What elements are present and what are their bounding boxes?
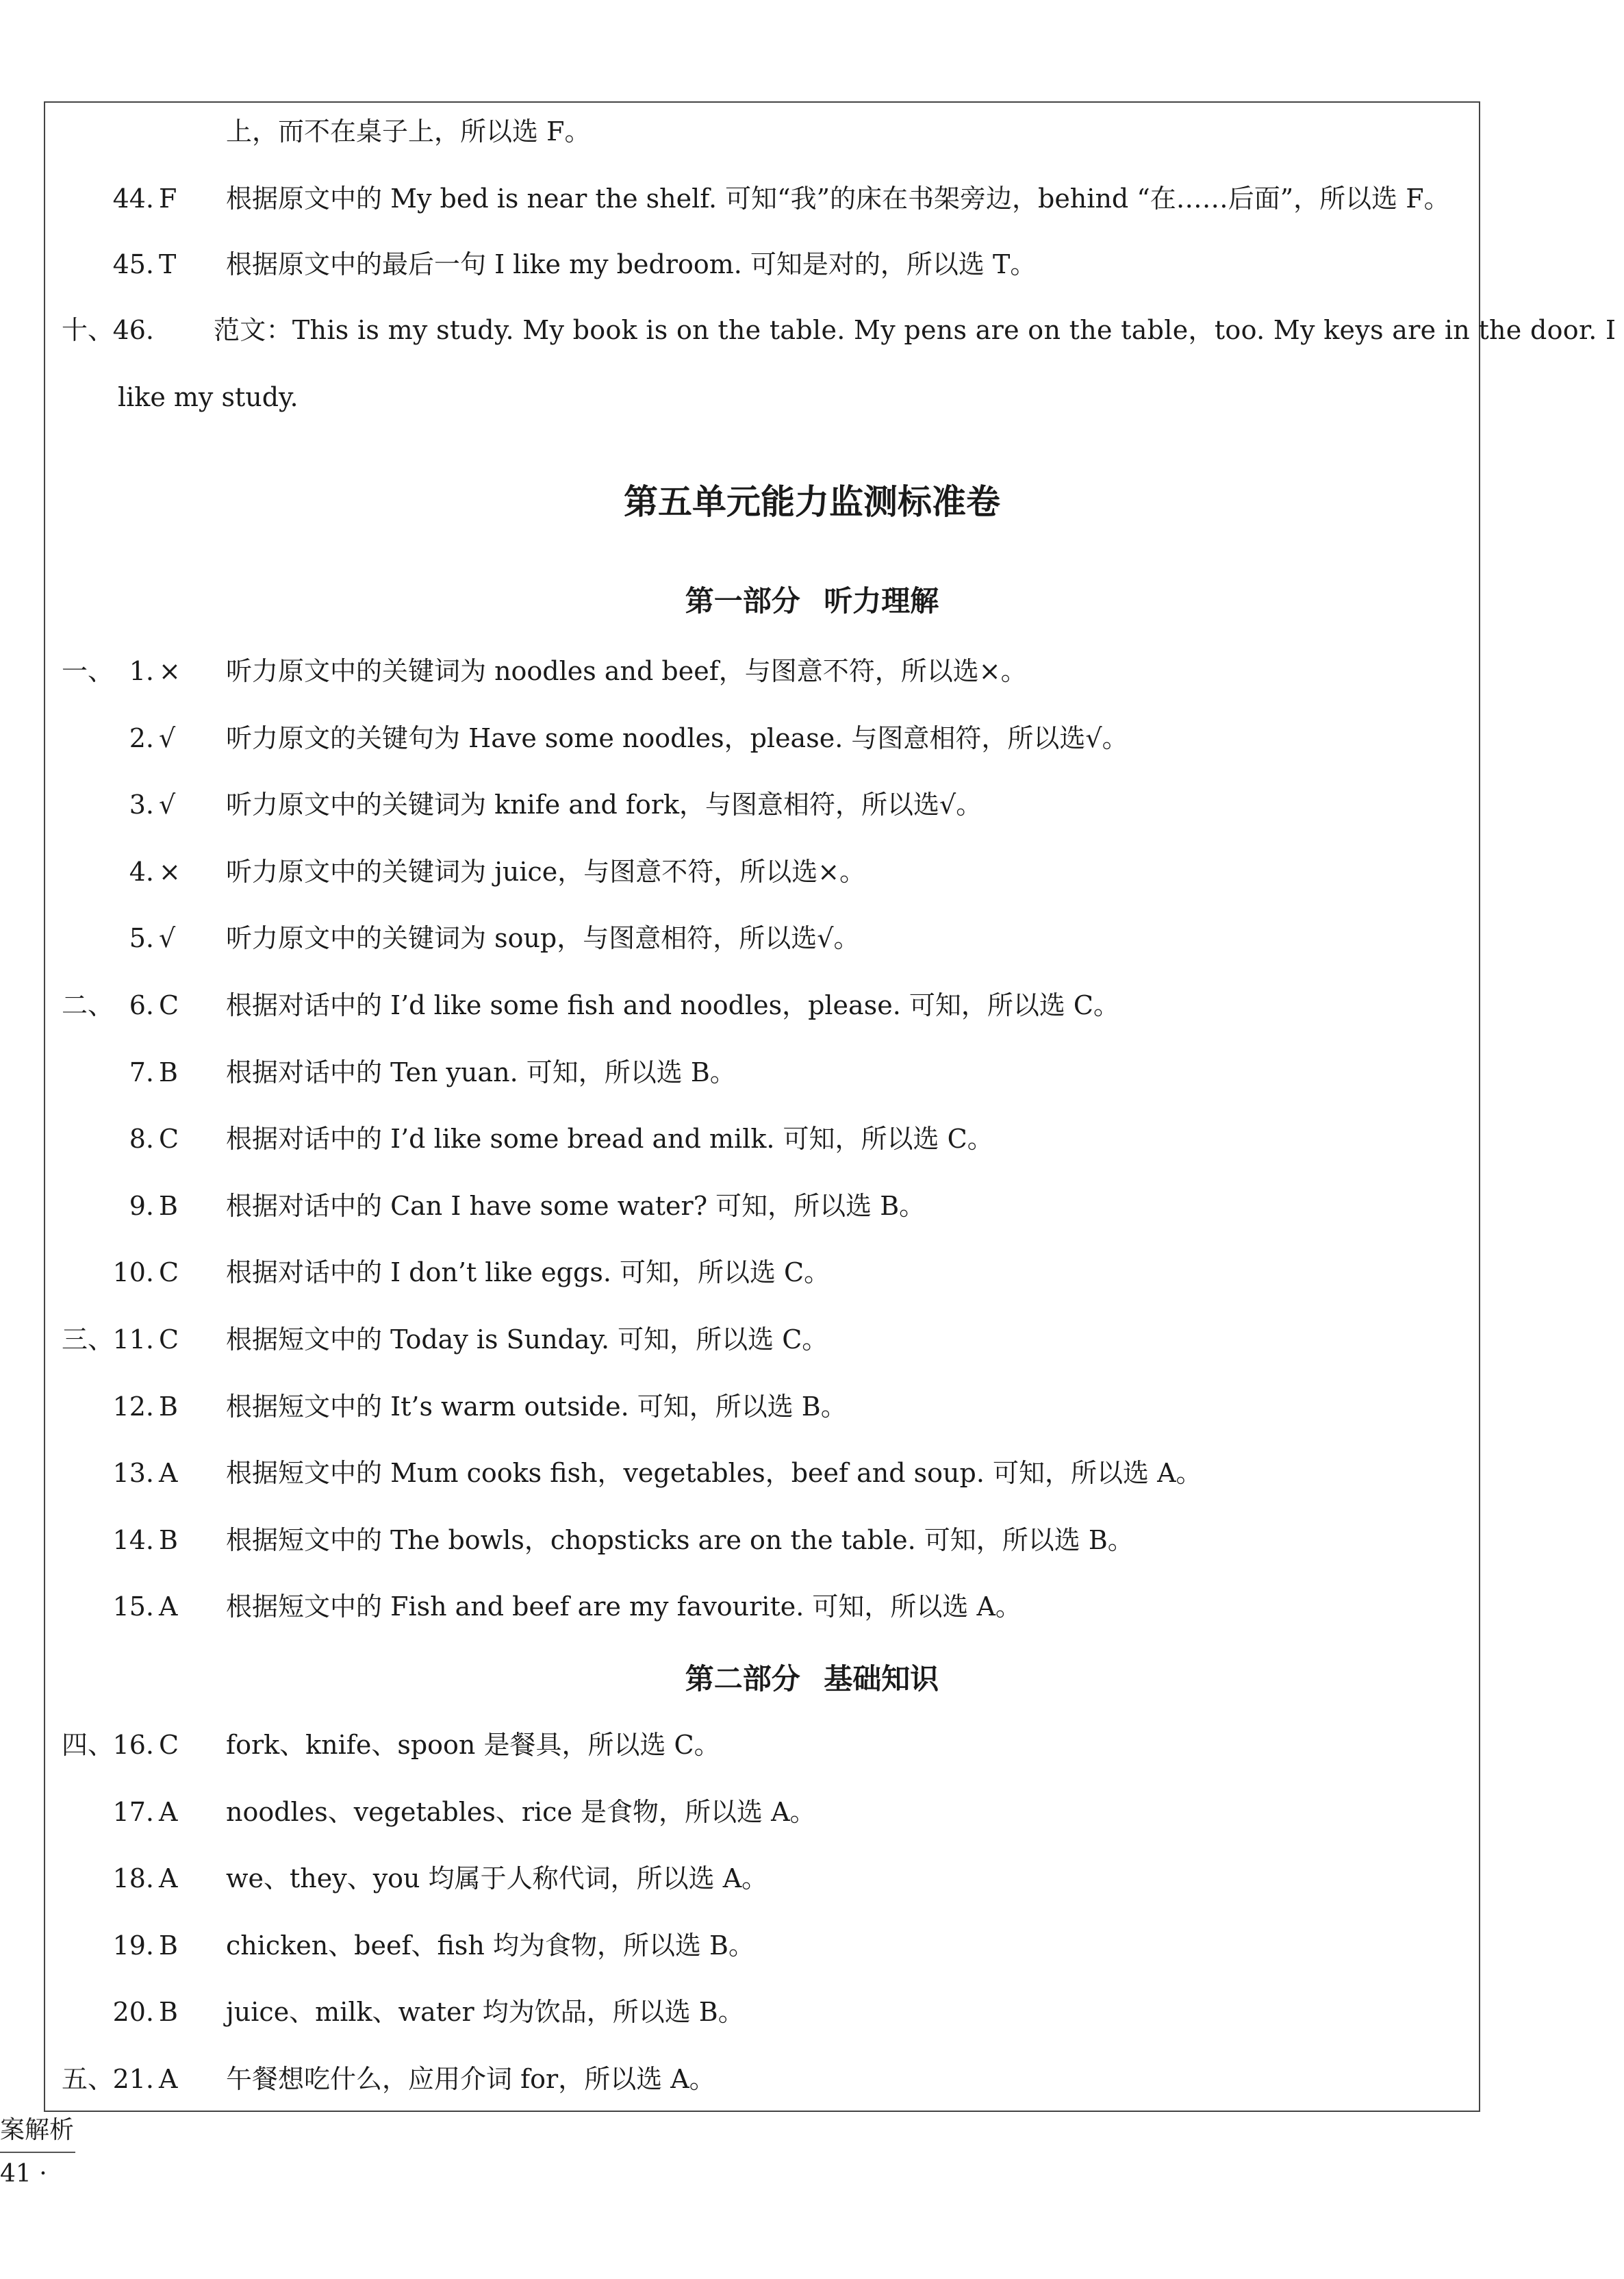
answer-row <box>0 2060 1624 2098</box>
section-marker: 十、 <box>62 315 114 345</box>
question-number: 8. <box>129 1124 154 1154</box>
answer-row <box>0 245 1624 284</box>
answer-choice: A <box>159 2064 178 2094</box>
question-number: 2. <box>129 723 154 753</box>
explanation-text: 根据短文中的 Today is Sunday. 可知，所以选 C。 <box>226 1324 828 1355</box>
answer-row <box>0 1926 1624 1965</box>
essay-row <box>0 311 1624 349</box>
explanation-text: 根据原文中的 My bed is near the shelf. 可知“我”的床在书架旁边，behind “在……后面”，所以选 F。 <box>226 184 1450 214</box>
answer-row <box>0 1320 1624 1359</box>
explanation-text: 根据对话中的 I’d like some bread and milk. 可知，所以选 C。 <box>226 1124 993 1154</box>
question-number: 12. <box>112 1392 154 1422</box>
section-marker: 二、 <box>62 990 114 1020</box>
question-number: 13. <box>112 1458 154 1488</box>
question-number: 1. <box>129 656 154 686</box>
explanation-text: 听力原文中的关键词为 knife and fork，与图意相符，所以选√。 <box>226 790 982 820</box>
answer-choice: F <box>159 184 177 214</box>
answer-choice: A <box>159 1797 178 1827</box>
page-number: 41 · <box>0 2160 47 2188</box>
explanation-text: 根据对话中的 I’d like some fish and noodles，please. 可知，所以选 C。 <box>226 990 1120 1020</box>
explanation-text: 根据原文中的最后一句 I like my bedroom. 可知是对的，所以选 T。 <box>226 249 1037 279</box>
question-number: 16. <box>112 1730 154 1760</box>
answer-choice: B <box>159 1392 178 1422</box>
answer-row <box>0 179 1624 218</box>
question-number: 6. <box>129 990 154 1020</box>
explanation-text: 听力原文中的关键词为 juice，与图意不符，所以选×。 <box>226 857 866 887</box>
explanation-text: 根据短文中的 The bowls，chopsticks are on the table. 可知，所以选 B。 <box>226 1525 1134 1555</box>
answer-choice: × <box>159 656 181 686</box>
answer-row <box>0 1993 1624 2031</box>
explanation-text: 根据短文中的 It’s warm outside. 可知，所以选 B。 <box>226 1392 847 1422</box>
answer-choice: C <box>159 990 179 1020</box>
question-number: 17. <box>112 1797 154 1827</box>
answer-row <box>0 719 1624 757</box>
answer-choice: √ <box>159 790 176 820</box>
question-number: 4. <box>129 857 154 887</box>
answer-row <box>0 112 1624 151</box>
question-number: 9. <box>129 1191 154 1221</box>
answer-row <box>0 853 1624 891</box>
answer-choice: A <box>159 1591 178 1622</box>
answer-row <box>0 1253 1624 1292</box>
answer-choice: √ <box>159 723 176 753</box>
answer-choice: T <box>159 249 177 279</box>
section-marker: 三、 <box>62 1324 114 1355</box>
question-number: 20. <box>112 1997 154 2027</box>
answer-row <box>0 652 1624 690</box>
question-number: 46. <box>112 315 154 345</box>
explanation-text: 午餐想吃什么，应用介词 for，所以选 A。 <box>226 2064 715 2094</box>
answer-choice: × <box>159 857 181 887</box>
answer-row <box>0 1793 1624 1831</box>
question-number: 19. <box>112 1930 154 1961</box>
question-number: 15. <box>112 1591 154 1622</box>
answer-row <box>0 1187 1624 1225</box>
answer-row <box>0 1454 1624 1492</box>
section-marker: 一、 <box>62 656 114 686</box>
answer-choice: B <box>159 1525 178 1555</box>
answer-row <box>0 1521 1624 1559</box>
section-marker: 五、 <box>62 2064 114 2094</box>
explanation-text: 听力原文中的关键词为 soup，与图意相符，所以选√。 <box>226 923 860 953</box>
explanation-text: chicken、beef、fish 均为食物，所以选 B。 <box>226 1930 754 1961</box>
question-number: 21. <box>112 2064 154 2094</box>
answer-row <box>0 1053 1624 1092</box>
answer-choice: C <box>159 1257 179 1287</box>
question-number: 44. <box>112 184 154 214</box>
explanation-text: 根据短文中的 Fish and beef are my favourite. 可知，所以选 A。 <box>226 1591 1022 1622</box>
answer-row <box>0 1859 1624 1898</box>
part1-title: 第一部分 听力理解 <box>685 584 939 618</box>
part2-title: 第二部分 基础知识 <box>685 1662 939 1696</box>
answer-row <box>0 919 1624 957</box>
question-number: 45. <box>112 249 154 279</box>
answer-row <box>0 1120 1624 1158</box>
footer-label: 案解析 <box>0 2116 75 2144</box>
essay-text: like my study. <box>118 382 299 412</box>
explanation-text: 听力原文的关键句为 Have some noodles，please. 与图意相符，所以选√。 <box>226 723 1128 753</box>
question-number: 14. <box>112 1525 154 1555</box>
answer-choice: B <box>159 1930 178 1961</box>
question-number: 18. <box>112 1863 154 1893</box>
explanation-text: fork、knife、spoon 是餐具，所以选 C。 <box>226 1730 720 1760</box>
question-number: 5. <box>129 923 154 953</box>
section-title: 第五单元能力监测标准卷 <box>624 482 1000 522</box>
question-number: 11. <box>112 1324 154 1355</box>
answer-choice: C <box>159 1124 179 1154</box>
answer-row <box>0 1587 1624 1626</box>
answer-row <box>0 1726 1624 1764</box>
question-number: 10. <box>112 1257 154 1287</box>
question-number: 7. <box>129 1057 154 1087</box>
explanation-text: 根据对话中的 Can I have some water? 可知，所以选 B。 <box>226 1191 926 1221</box>
section-marker: 四、 <box>62 1730 114 1760</box>
explanation-text: noodles、vegetables、rice 是食物，所以选 A。 <box>226 1797 816 1827</box>
answer-choice: C <box>159 1324 179 1355</box>
essay-text: 范文：This is my study. My book is on the table. My pens are on the table，too. My keys are in the door. I <box>214 315 1616 345</box>
answer-choice: A <box>159 1863 178 1893</box>
answer-choice: B <box>159 1057 178 1087</box>
footer-divider <box>0 2152 75 2153</box>
explanation-text: 根据对话中的 Ten yuan. 可知，所以选 B。 <box>226 1057 736 1087</box>
explanation-text: we、they、you 均属于人称代词，所以选 A。 <box>226 1863 768 1893</box>
answer-row <box>0 1387 1624 1426</box>
answer-choice: A <box>159 1458 178 1488</box>
answer-row <box>0 785 1624 824</box>
answer-choice: B <box>159 1191 178 1221</box>
explanation-text: 听力原文中的关键词为 noodles and beef，与图意不符，所以选×。 <box>226 656 1027 686</box>
answer-choice: √ <box>159 923 176 953</box>
essay-row-continued <box>0 378 1624 416</box>
explanation-text: 上，而不在桌子上，所以选 F。 <box>226 116 591 147</box>
explanation-text: 根据短文中的 Mum cooks fish，vegetables，beef and soup. 可知，所以选 A。 <box>226 1458 1202 1488</box>
explanation-text: 根据对话中的 I don’t like eggs. 可知，所以选 C。 <box>226 1257 830 1287</box>
answer-choice: C <box>159 1730 179 1760</box>
explanation-text: juice、milk、water 均为饮品，所以选 B。 <box>226 1997 744 2027</box>
answer-row <box>0 986 1624 1024</box>
question-number: 3. <box>129 790 154 820</box>
answer-choice: B <box>159 1997 178 2027</box>
